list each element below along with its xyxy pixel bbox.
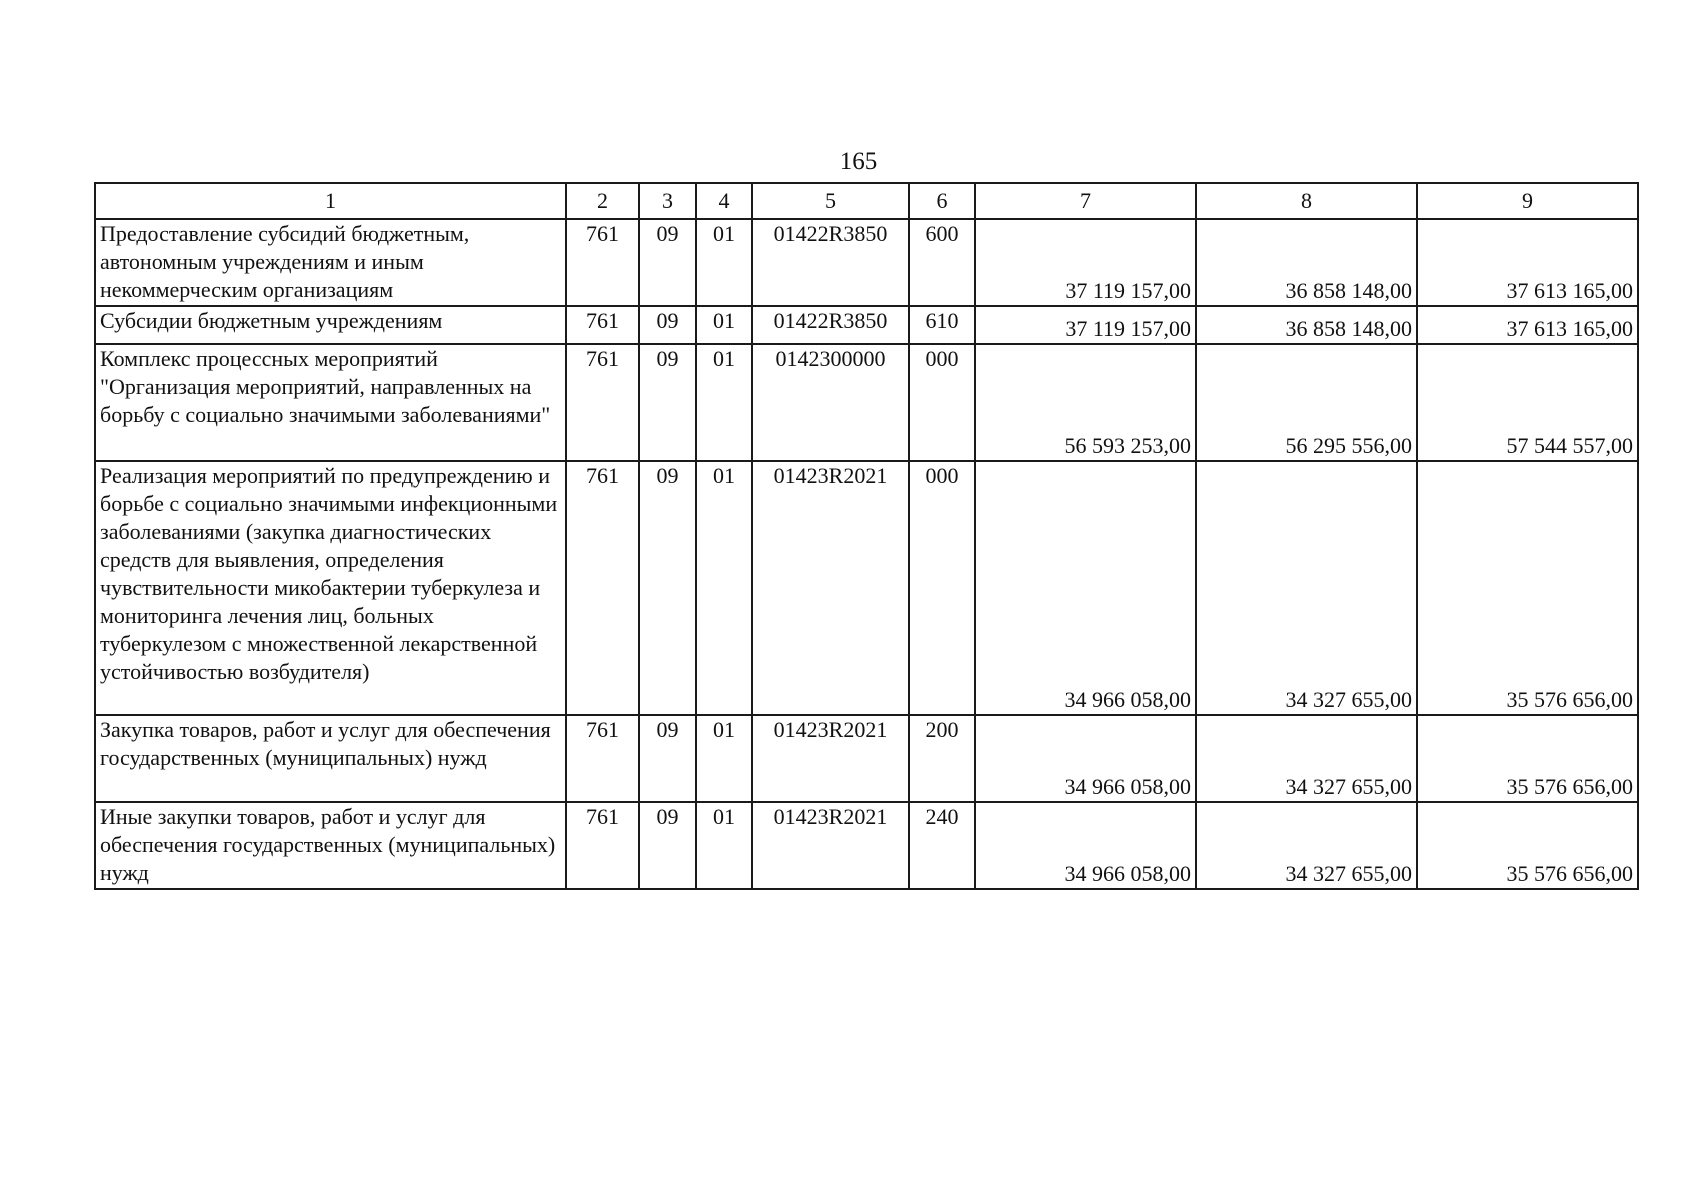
subsection-cell: 01 <box>696 461 752 715</box>
page-number: 165 <box>839 148 878 175</box>
amount-col9: 57 544 557,00 <box>1417 344 1638 461</box>
admin-code-cell: 761 <box>566 344 639 461</box>
table-row <box>95 802 1638 889</box>
subsection-cell: 01 <box>696 306 752 344</box>
section-cell: 09 <box>639 461 696 715</box>
expense-type-cell: 000 <box>909 344 975 461</box>
admin-code-cell: 761 <box>566 219 639 306</box>
target-article-cell: 01423R2021 <box>752 802 909 889</box>
expense-type-cell: 240 <box>909 802 975 889</box>
section-cell: 09 <box>639 802 696 889</box>
admin-code-cell: 761 <box>566 461 639 715</box>
section-cell: 09 <box>639 344 696 461</box>
header-cell: 8 <box>1196 183 1417 219</box>
amount-col9: 35 576 656,00 <box>1417 461 1638 715</box>
expense-type-cell: 610 <box>909 306 975 344</box>
admin-code-cell: 761 <box>566 802 639 889</box>
target-article-cell: 0142300000 <box>752 344 909 461</box>
target-article-cell: 01422R3850 <box>752 306 909 344</box>
admin-code-cell: 761 <box>566 306 639 344</box>
amount-col7: 56 593 253,00 <box>975 344 1196 461</box>
subsection-cell: 01 <box>696 344 752 461</box>
table-row <box>95 306 1638 344</box>
row-description: Закупка товаров, работ и услуг для обеспечения государственных (муниципальных) нужд <box>95 715 566 802</box>
amount-col8: 34 327 655,00 <box>1196 802 1417 889</box>
header-cell: 7 <box>975 183 1196 219</box>
amount-col9: 37 613 165,00 <box>1417 219 1638 306</box>
amount-col8: 56 295 556,00 <box>1196 344 1417 461</box>
row-description: Иные закупки товаров, работ и услуг для обеспечения государственных (муниципальных) нужд <box>95 802 566 889</box>
section-cell: 09 <box>639 219 696 306</box>
amount-col7: 34 966 058,00 <box>975 802 1196 889</box>
subsection-cell: 01 <box>696 715 752 802</box>
amount-col9: 35 576 656,00 <box>1417 715 1638 802</box>
header-cell: 5 <box>752 183 909 219</box>
amount-col8: 36 858 148,00 <box>1196 219 1417 306</box>
amount-col7: 34 966 058,00 <box>975 461 1196 715</box>
table-row <box>95 344 1638 461</box>
header-cell: 4 <box>696 183 752 219</box>
amount-col8: 36 858 148,00 <box>1196 306 1417 344</box>
subsection-cell: 01 <box>696 219 752 306</box>
target-article-cell: 01423R2021 <box>752 461 909 715</box>
header-cell: 3 <box>639 183 696 219</box>
header-cell: 6 <box>909 183 975 219</box>
budget-table <box>94 182 1639 890</box>
table-row <box>95 461 1638 715</box>
subsection-cell: 01 <box>696 802 752 889</box>
header-cell: 9 <box>1417 183 1638 219</box>
header-cell: 1 <box>95 183 566 219</box>
amount-col8: 34 327 655,00 <box>1196 715 1417 802</box>
amount-col8: 34 327 655,00 <box>1196 461 1417 715</box>
amount-col9: 35 576 656,00 <box>1417 802 1638 889</box>
amount-col7: 37 119 157,00 <box>975 306 1196 344</box>
expense-type-cell: 200 <box>909 715 975 802</box>
target-article-cell: 01422R3850 <box>752 219 909 306</box>
amount-col7: 34 966 058,00 <box>975 715 1196 802</box>
row-description: Предоставление субсидий бюджетным, автономным учреждениям и иным некоммерческим организациям <box>95 219 566 306</box>
section-cell: 09 <box>639 306 696 344</box>
amount-col9: 37 613 165,00 <box>1417 306 1638 344</box>
row-description: Реализация мероприятий по предупреждению и борьбе с социально значимыми инфекционными заболеваниями (закупка диагностических средств для выявления, определения чувствительности микобактерии туберкулеза и мониторинга лечения лиц, больных туберкулезом с множественной лекарственной устойчивостью возбудителя) <box>95 461 566 715</box>
amount-col7: 37 119 157,00 <box>975 219 1196 306</box>
table-row <box>95 219 1638 306</box>
table-header-row <box>95 183 1638 219</box>
row-description: Комплекс процессных мероприятий "Организация мероприятий, направленных на борьбу с социально значимыми заболеваниями" <box>95 344 566 461</box>
target-article-cell: 01423R2021 <box>752 715 909 802</box>
table-row <box>95 715 1638 802</box>
admin-code-cell: 761 <box>566 715 639 802</box>
header-cell: 2 <box>566 183 639 219</box>
section-cell: 09 <box>639 715 696 802</box>
expense-type-cell: 600 <box>909 219 975 306</box>
expense-type-cell: 000 <box>909 461 975 715</box>
row-description: Субсидии бюджетным учреждениям <box>95 306 566 344</box>
